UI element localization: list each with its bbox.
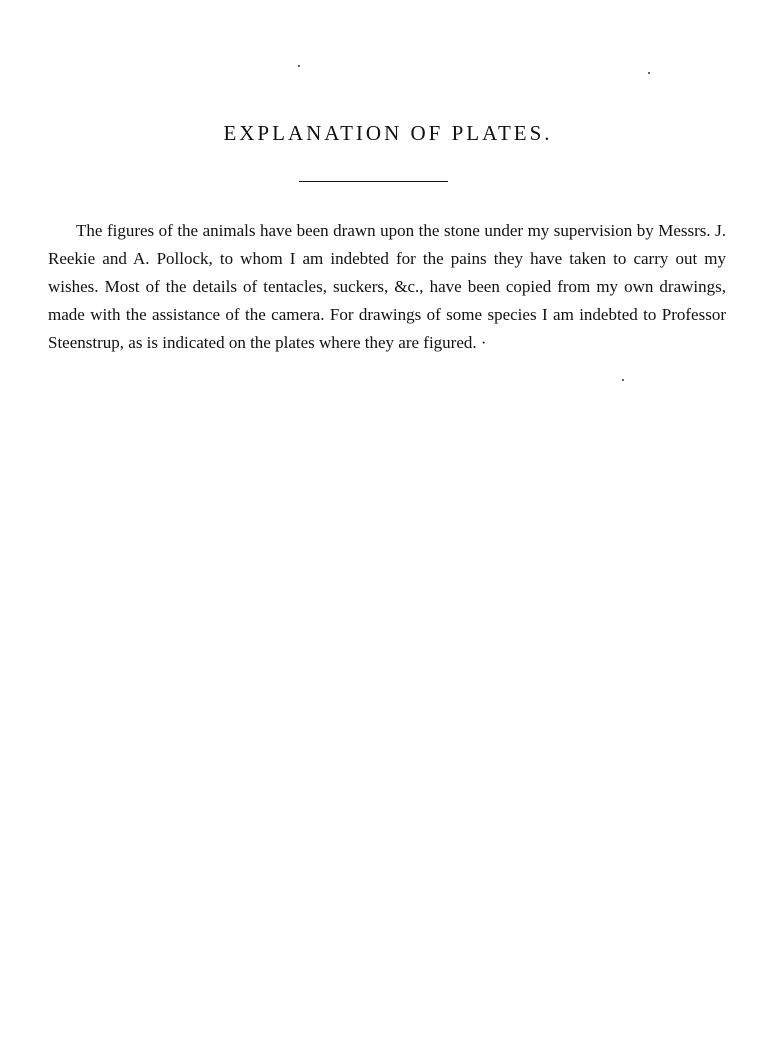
explanation-paragraph: The figures of the animals have been drawn upon the stone under my supervision by Messrs. J. Reekie and A. Pollock, to whom I am indebted for the pains they have taken to carry out my wishes. Most of the details of tentacles, suckers, &c., have been copied from my own drawings, made with the assistance of the camera. For drawings of some species I am indebted to Professor Steenstrup, as is indicated on the plates where they are figured. · (48, 221, 726, 352)
page-title: EXPLANATION OF PLATES. (223, 121, 553, 145)
print-speck (648, 72, 650, 74)
print-speck (298, 65, 300, 67)
title-rule-divider (299, 181, 448, 182)
print-speck (622, 379, 624, 381)
